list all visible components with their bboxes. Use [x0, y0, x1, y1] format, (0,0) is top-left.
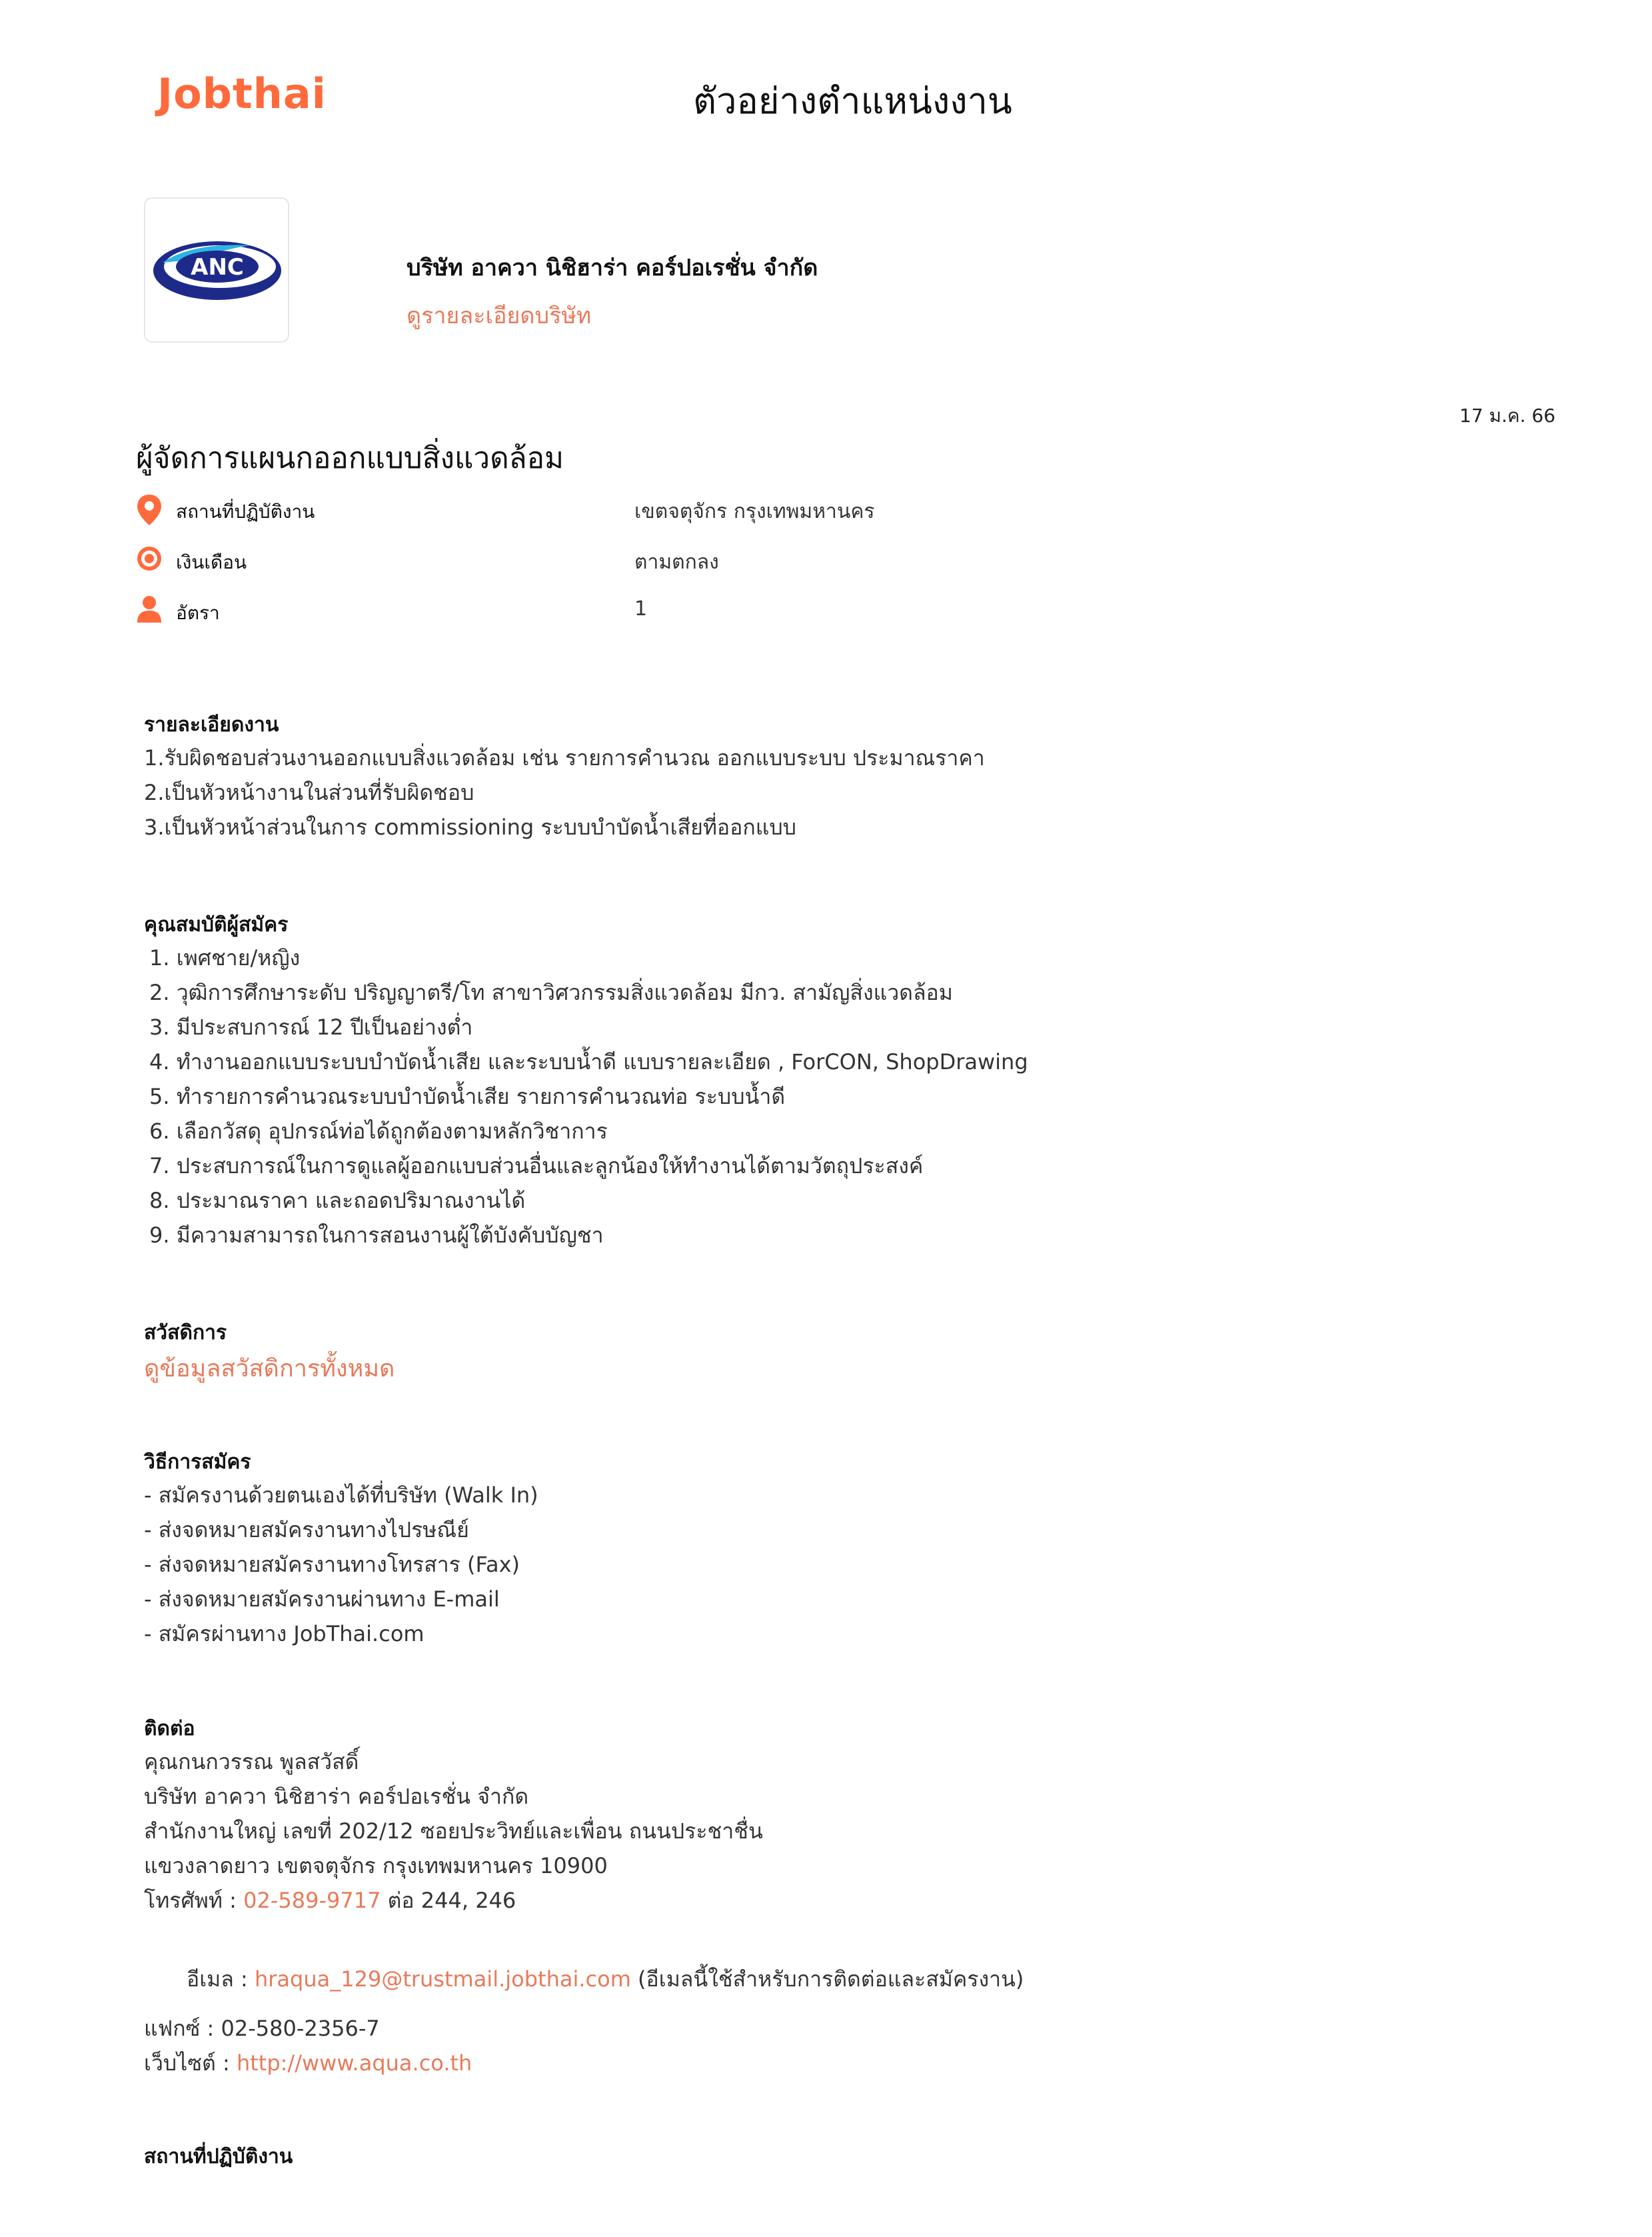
contact-fax: แฟกซ์ : 02-580-2356-7: [144, 2016, 380, 2041]
phone-link[interactable]: 02-589-9717: [243, 1888, 381, 1913]
description-title: รายละเอียดงาน: [144, 713, 279, 737]
info-label-salary: เงินเดือน: [176, 551, 247, 573]
info-row-salary: [136, 544, 1069, 577]
contact-company: บริษัท อาควา นิชิฮาร่า คอร์ปอเรชั่น จำกัด: [144, 1784, 529, 1809]
contact-address-2: แขวงลาดยาว เขตจตุจักร กรุงเทพมหานคร 10900: [144, 1853, 608, 1878]
location-pin-icon: [136, 493, 163, 527]
description-line: 1.รับผิดชอบส่วนงานออกแบบสิ่งแวดล้อม เช่น รายการคำนวณ ออกแบบระบบ ประมาณราคา: [144, 745, 985, 771]
contact-email-line: [187, 1962, 1024, 1996]
salary-coin-icon: [136, 545, 163, 572]
info-value-location: เขตจตุจักร กรุงเทพมหานคร: [634, 500, 875, 523]
welfare-title: สวัสดิการ: [144, 1321, 227, 1344]
info-row-location: [136, 493, 1069, 527]
anc-logo-icon: [151, 231, 284, 311]
company-logo-card[interactable]: [144, 197, 289, 343]
contact-phone-line: [144, 1884, 516, 1918]
description-line: 3.เป็นหัวหน้าส่วนในการ commissioning ระบบบำบัดน้ำเสียที่ออกแบบ: [144, 815, 796, 840]
contact-person: คุณกนกวรรณ พูลสวัสดิ์: [144, 1749, 359, 1774]
contact-address-1: สำนักงานใหญ่ เลขที่ 202/12 ซอยประวิทย์และเพื่อน ถนนประชาชื่น: [144, 1818, 763, 1844]
company-details-link[interactable]: ดูรายละเอียดบริษัท: [407, 303, 592, 329]
info-label-rate: อัตรา: [176, 602, 220, 624]
qualification-line: 5. ทำรายการคำนวณระบบบำบัดน้ำเสีย รายการคำนวณท่อ ระบบน้ำดี: [149, 1084, 786, 1109]
jobthai-logo[interactable]: Jobthai: [157, 69, 327, 118]
info-row-rate: [136, 595, 1069, 628]
phone-label: โทรศัพท์ :: [144, 1888, 244, 1913]
qualification-line: 3. มีประสบการณ์ 12 ปีเป็นอย่างต่ำ: [149, 1015, 473, 1040]
apply-line: - สมัครผ่านทาง JobThai.com: [144, 1621, 424, 1646]
info-label-location: สถานที่ปฏิบัติงาน: [176, 501, 315, 523]
qualification-line: 1. เพศชาย/หญิง: [149, 945, 301, 971]
website-label: เว็บไซต์ :: [144, 2050, 237, 2076]
job-title: ผู้จัดการแผนกออกแบบสิ่งแวดล้อม: [136, 441, 564, 475]
qualification-line: 9. มีความสามารถในการสอนงานผู้ใต้บังคับบัญชา: [149, 1222, 604, 1248]
page-title: ตัวอย่างตำแหน่งงาน: [693, 80, 1012, 122]
qualification-line: 4. ทำงานออกแบบระบบบำบัดน้ำเสีย และระบบน้ำดี แบบรายละเอียด , ForCON, ShopDrawing: [149, 1049, 1028, 1075]
qualification-line: 8. ประมาณราคา และถอดปริมาณงานได้: [149, 1188, 526, 1213]
phone-ext: ต่อ 244, 246: [381, 1888, 516, 1913]
company-name: บริษัท อาควา นิชิฮาร่า คอร์ปอเรชั่น จำกัด: [407, 255, 818, 281]
info-value-salary: ตามตกลง: [634, 551, 719, 574]
contact-title: ติดต่อ: [144, 1717, 195, 1740]
email-link[interactable]: hraqua_129@trustmail.jobthai.com: [254, 1966, 631, 1992]
apply-line: - ส่งจดหมายสมัครงานทางไปรษณีย์: [144, 1517, 469, 1542]
apply-line: - ส่งจดหมายสมัครงานผ่านทาง E-mail: [144, 1586, 500, 1612]
qualification-line: 6. เลือกวัสดุ อุปกรณ์ท่อได้ถูกต้องตามหลักวิชาการ: [149, 1118, 608, 1144]
qualification-line: 7. ประสบการณ์ในการดูแลผู้ออกแบบส่วนอื่นและลูกน้องให้ทำงานได้ตามวัตถุประสงค์: [149, 1153, 924, 1178]
contact-website-line: [144, 2046, 472, 2080]
welfare-link[interactable]: ดูข้อมูลสวัสดิการทั้งหมด: [144, 1355, 395, 1382]
anc-logo-text: ANC: [191, 254, 244, 281]
qualification-line: 2. วุฒิการศึกษาระดับ ปริญญาตรี/โท สาขาวิศวกรรมสิ่งแวดล้อม มีกว. สามัญสิ่งแวดล้อม: [149, 980, 953, 1005]
email-note: (อีเมลนี้ใช้สำหรับการติดต่อและสมัครงาน): [630, 1966, 1024, 1992]
apply-line: - สมัครงานด้วยตนเองได้ที่บริษัท (Walk In): [144, 1482, 538, 1508]
apply-line: - ส่งจดหมายสมัครงานทางโทรสาร (Fax): [144, 1552, 520, 1577]
apply-title: วิธีการสมัคร: [144, 1450, 251, 1474]
description-line: 2.เป็นหัวหน้างานในส่วนที่รับผิดชอบ: [144, 780, 474, 805]
person-icon: [136, 595, 163, 624]
qualifications-title: คุณสมบัติผู้สมัคร: [144, 913, 289, 937]
workplace-title: สถานที่ปฏิบัติงาน: [144, 2145, 293, 2168]
post-date: 17 ม.ค. 66: [1459, 405, 1556, 427]
info-value-rate: 1: [634, 597, 648, 621]
website-link[interactable]: http://www.aqua.co.th: [236, 2050, 472, 2076]
email-label: อีเมล :: [187, 1966, 255, 1992]
